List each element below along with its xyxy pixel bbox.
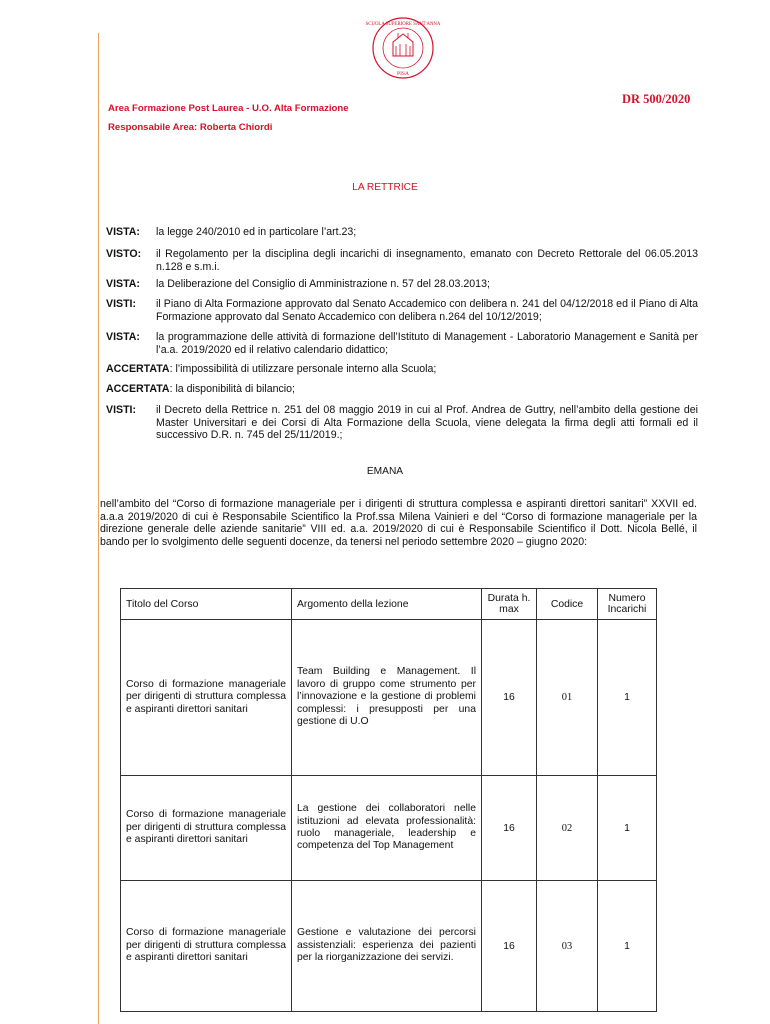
document-title: LA RETTRICE — [352, 182, 418, 193]
cell-course-text: Corso di formazione manageriale per dirigenti di struttura complessa e aspiranti direttori sanitari — [126, 678, 286, 715]
recital-label: ACCERTATA — [106, 363, 170, 375]
header-course: Titolo del Corso — [121, 589, 292, 620]
header-code: Codice — [537, 589, 598, 620]
recital-text: la Deliberazione del Consiglio di Amministrazione n. 57 del 28.03.2013; — [156, 278, 490, 290]
header-count: Numero Incarichi — [598, 589, 657, 620]
recital-label: VISTA: — [106, 331, 140, 343]
recital-text: : la disponibilità di bilancio; — [169, 383, 295, 395]
recital-label: VISTA: — [106, 226, 140, 238]
cell-topic — [292, 620, 482, 776]
recital — [106, 383, 696, 396]
recital-text: il Decreto della Rettrice n. 251 del 08 maggio 2019 in cui al Prof. Andrea de Guttry, nell’ambito della gestione dei Master Universitari e dei Corsi di Alta Formazione della Scuola, viene delegata la firma degli atti formali ed il successivo D.R. n. 745 del 25/11/2019.; — [156, 404, 698, 441]
recital-text: la legge 240/2010 ed in particolare l’art.23; — [156, 226, 357, 238]
header-topic: Argomento della lezione — [292, 589, 482, 620]
decree-number: DR 500/2020 — [622, 92, 691, 106]
cell-topic — [292, 881, 482, 1012]
recital-text: la programmazione delle attività di formazione dell’Istituto di Management - Laboratorio Management e Sanità per l’a.a. 2019/2020 ed il relativo calendario didattico; — [156, 331, 698, 356]
emana-heading: EMANA — [366, 466, 404, 477]
recital-label: VISTO: — [106, 248, 142, 260]
cell-topic-text: La gestione dei collaboratori nelle istituzioni ad elevata professionalità: ruolo manageriale, leadership e competenza del Top Management — [297, 803, 476, 852]
area-heading: Area Formazione Post Laurea - U.O. Alta Formazione — [108, 103, 349, 114]
cell-topic-text: Gestione e valutazione dei percorsi assistenziali: esperienza dei pazienti per la riorganizzazione dei servizi. — [297, 927, 476, 964]
recital-label: VISTI: — [106, 404, 137, 416]
header-hours: Durata h. max — [482, 589, 537, 620]
university-seal-logo — [357, 16, 449, 80]
table-header-row — [121, 589, 657, 620]
cell-count: 1 — [598, 776, 657, 881]
table-row — [121, 620, 657, 776]
cell-code: 02 — [537, 776, 598, 881]
cell-count: 1 — [598, 881, 657, 1012]
recital-label: ACCERTATA — [106, 383, 170, 395]
recital-label: VISTA: — [106, 278, 140, 290]
cell-topic-text: Team Building e Management. Il lavoro di gruppo come strumento per l’innovazione e la gestione di problemi complessi: i presupposti per una gestione di U.O — [297, 666, 476, 728]
area-manager: Responsabile Area: Roberta Chiordi — [108, 122, 273, 133]
cell-code: 03 — [537, 881, 598, 1012]
table-row — [121, 881, 657, 1012]
cell-hours: 16 — [482, 620, 537, 776]
recital-text: il Regolamento per la disciplina degli incarichi di insegnamento, emanato con Decreto Rettorale del 06.05.2013 n.128 e s.m.i. — [156, 248, 698, 273]
cell-hours: 16 — [482, 881, 537, 1012]
seal-text: SCUOLA SUPERIORE SANT'ANNA — [365, 22, 441, 27]
table-row — [121, 776, 657, 881]
courses-table — [120, 588, 657, 1012]
recital — [106, 363, 696, 376]
cell-code: 01 — [537, 620, 598, 776]
recital-text: : l’impossibilità di utilizzare personale interno alla Scuola; — [169, 363, 437, 375]
cell-course-text: Corso di formazione manageriale per dirigenti di struttura complessa e aspiranti direttori sanitari — [126, 809, 286, 846]
cell-course — [121, 881, 292, 1012]
cell-course — [121, 776, 292, 881]
cell-topic — [292, 776, 482, 881]
recital-text: il Piano di Alta Formazione approvato dal Senato Accademico con delibera n. 241 del 04/12/2018 ed il Piano di Alta Formazione approvato dal Senato Accademico con delibera n.264 del 10/12/2019; — [156, 298, 698, 323]
seal-city: PISA — [397, 71, 409, 77]
cell-course — [121, 620, 292, 776]
cell-hours: 16 — [482, 776, 537, 881]
recital-label: VISTI: — [106, 298, 137, 310]
cell-course-text: Corso di formazione manageriale per dirigenti di struttura complessa e aspiranti direttori sanitari — [126, 927, 286, 964]
body-paragraph: nell’ambito del “Corso di formazione manageriale per i dirigenti di struttura complessa e aspiranti direttori sanitari” XXVII ed. a.a.a 2019/2020 di cui è Responsabile Scientifico la Prof.ssa Milena Vainieri e del “Corso di formazione manageriale per la direzione generale delle aziende sanitarie” VIII ed. a.a. 2019/2020 di cui è Responsabile Scientifico il Dott. Nicola Bellé, il bando per lo svolgimento delle seguenti docenze, da tenersi nel periodo settembre 2020 – giugno 2020: — [100, 498, 697, 548]
cell-count: 1 — [598, 620, 657, 776]
